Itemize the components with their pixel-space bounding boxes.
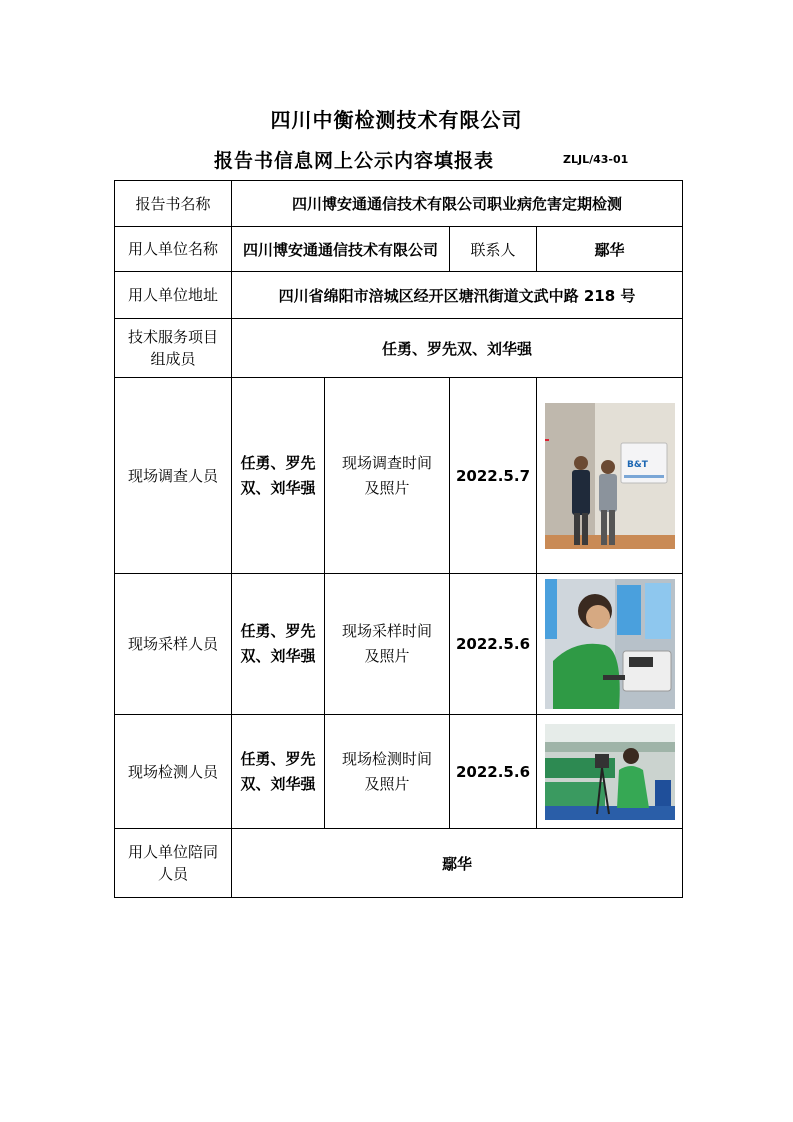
form-code: ZLJL/43-01 bbox=[563, 153, 629, 166]
escort-value: 鄢华 bbox=[232, 829, 683, 898]
row-testing bbox=[115, 715, 683, 829]
survey-photo bbox=[545, 403, 675, 549]
report-name-label: 报告书名称 bbox=[115, 181, 232, 227]
sampling-time-label-line1: 现场采样时间 bbox=[341, 622, 432, 640]
row-address bbox=[115, 272, 683, 319]
testing-time-label bbox=[325, 715, 450, 829]
sampling-date: 2022.5.6 bbox=[450, 574, 537, 715]
sampling-people bbox=[232, 574, 325, 715]
members-label bbox=[115, 319, 232, 378]
report-name-value: 四川博安通通信技术有限公司职业病危害定期检测 bbox=[232, 181, 683, 227]
survey-time-label-line1: 现场调查时间 bbox=[341, 453, 432, 472]
survey-date: 2022.5.7 bbox=[450, 378, 537, 574]
testing-photo-cell bbox=[537, 715, 683, 829]
testing-people-line1: 任勇、罗先 bbox=[240, 749, 316, 768]
address-label: 用人单位地址 bbox=[115, 272, 232, 319]
testing-time-label-line1: 现场检测时间 bbox=[341, 749, 432, 768]
row-survey bbox=[115, 378, 683, 574]
survey-time-label bbox=[325, 378, 450, 574]
sampling-time-label bbox=[325, 574, 450, 715]
row-report-name bbox=[115, 181, 683, 227]
row-members bbox=[115, 319, 683, 378]
sampling-time-label-line2: 及照片 bbox=[364, 647, 410, 665]
sampling-photo-cell bbox=[537, 574, 683, 715]
address-value: 四川省绵阳市涪城区经开区塘汛街道文武中路 218 号 bbox=[232, 272, 683, 319]
survey-people-line1: 任勇、罗先 bbox=[240, 453, 316, 472]
sampling-label: 现场采样人员 bbox=[115, 574, 232, 715]
row-escort bbox=[115, 829, 683, 898]
members-value: 任勇、罗先双、刘华强 bbox=[232, 319, 683, 378]
escort-label bbox=[115, 829, 232, 898]
escort-label-line1: 用人单位陪同 bbox=[127, 843, 218, 861]
employer-value: 四川博安通通信技术有限公司 bbox=[232, 227, 450, 272]
svg-text:B&T: B&T bbox=[626, 459, 648, 470]
contact-label: 联系人 bbox=[450, 227, 537, 272]
survey-people-line2: 双、刘华强 bbox=[240, 478, 316, 497]
sampling-photo bbox=[545, 579, 675, 709]
company-title: 四川中衡检测技术有限公司 bbox=[270, 108, 523, 132]
testing-date: 2022.5.6 bbox=[450, 715, 537, 829]
info-table bbox=[114, 180, 683, 898]
testing-time-label-line2: 及照片 bbox=[364, 774, 410, 793]
contact-value: 鄢华 bbox=[537, 227, 683, 272]
escort-label-line2: 人员 bbox=[157, 865, 188, 883]
members-label-line1: 技术服务项目 bbox=[127, 328, 218, 346]
row-employer bbox=[115, 227, 683, 272]
survey-people bbox=[232, 378, 325, 574]
survey-time-label-line2: 及照片 bbox=[364, 478, 410, 497]
sampling-people-line2: 双、刘华强 bbox=[240, 647, 316, 665]
sampling-people-line1: 任勇、罗先 bbox=[240, 622, 316, 640]
members-label-line2: 组成员 bbox=[150, 350, 196, 368]
employer-label: 用人单位名称 bbox=[115, 227, 232, 272]
testing-photo bbox=[545, 724, 675, 820]
testing-label: 现场检测人员 bbox=[115, 715, 232, 829]
survey-label: 现场调查人员 bbox=[115, 378, 232, 574]
survey-photo-cell bbox=[537, 378, 683, 574]
testing-people-line2: 双、刘华强 bbox=[240, 774, 316, 793]
form-title: 报告书信息网上公示内容填报表 bbox=[214, 150, 495, 172]
row-sampling bbox=[115, 574, 683, 715]
testing-people bbox=[232, 715, 325, 829]
